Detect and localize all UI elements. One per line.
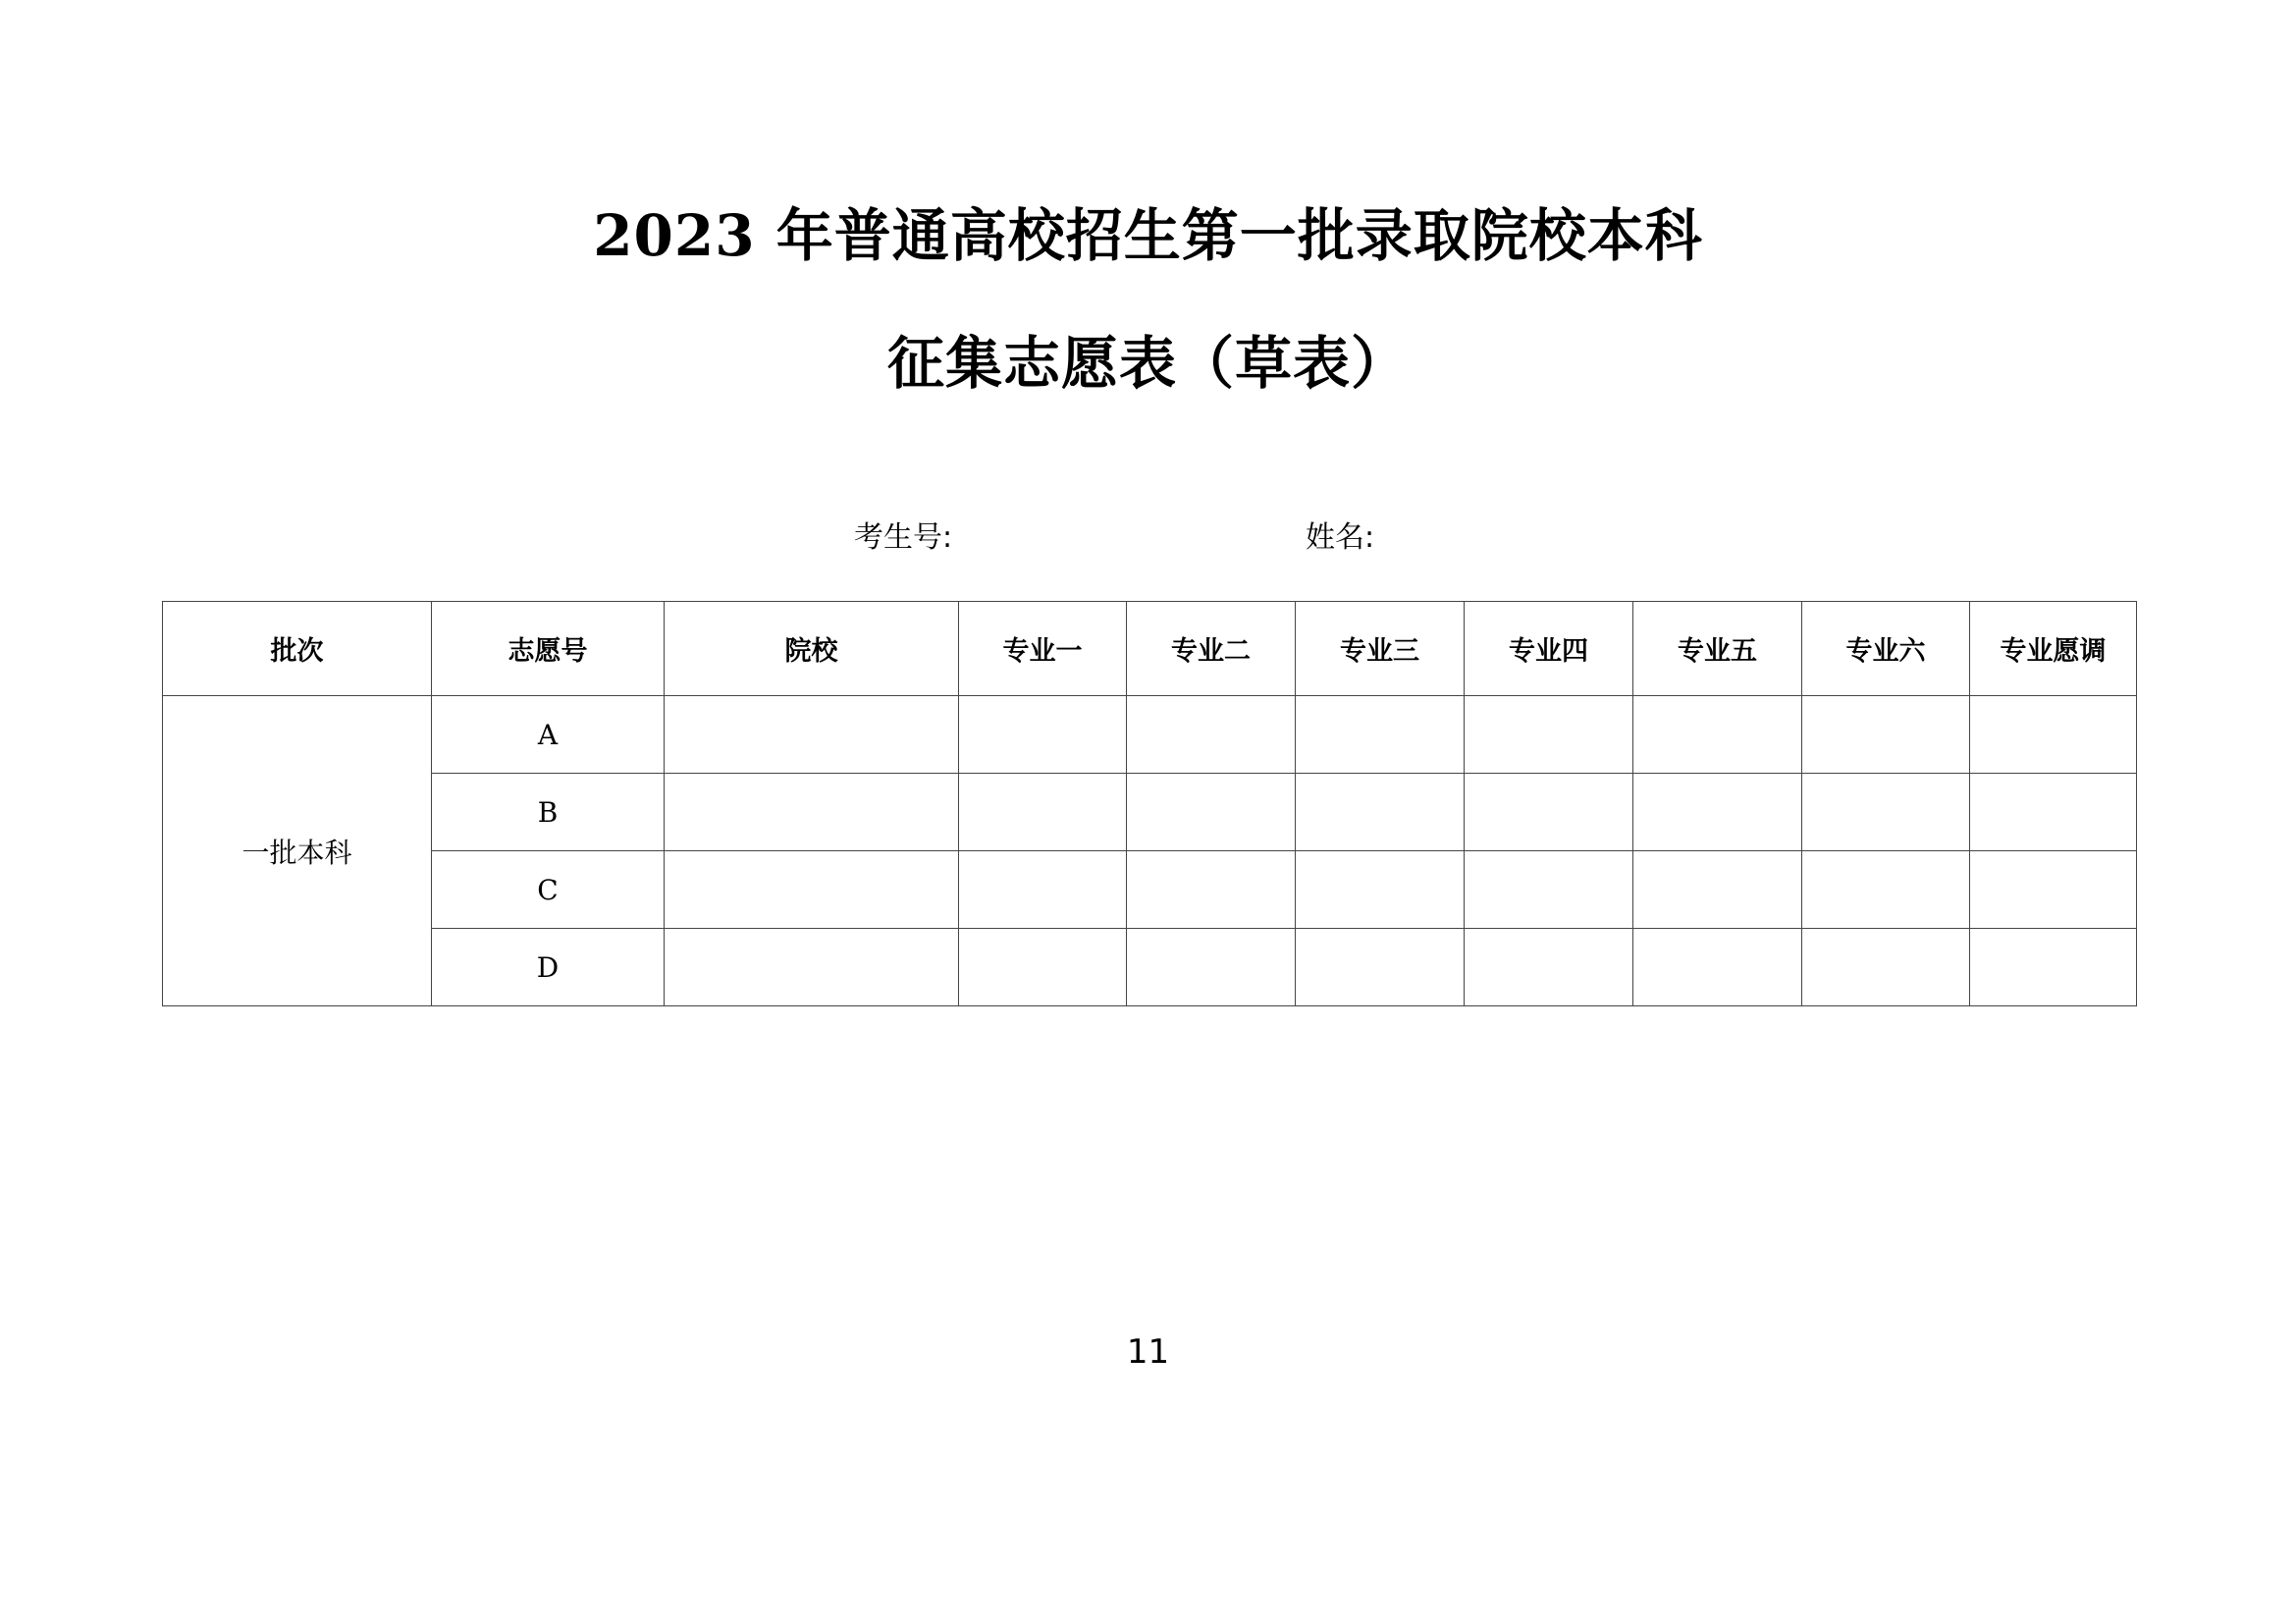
header-major-adjust: 专业愿调 [1970, 602, 2137, 696]
major-cell[interactable] [1127, 929, 1296, 1006]
school-cell[interactable] [665, 696, 959, 774]
header-batch: 批次 [163, 602, 432, 696]
major-cell[interactable] [1296, 696, 1465, 774]
major-cell[interactable] [1802, 929, 1970, 1006]
major-cell[interactable] [1127, 774, 1296, 851]
adjust-cell[interactable] [1970, 774, 2137, 851]
choice-code: B [432, 774, 665, 851]
header-major-6: 专业六 [1802, 602, 1970, 696]
header-choice-number: 志愿号 [432, 602, 665, 696]
exam-id-label: 考生号: [854, 520, 953, 555]
school-cell[interactable] [665, 774, 959, 851]
header-major-2: 专业二 [1127, 602, 1296, 696]
major-cell[interactable] [959, 774, 1127, 851]
table-row [163, 851, 2137, 929]
choice-code: C [432, 851, 665, 929]
major-cell[interactable] [1465, 696, 1633, 774]
major-cell[interactable] [1633, 851, 1802, 929]
application-table [162, 601, 2137, 1006]
header-major-3: 专业三 [1296, 602, 1465, 696]
table-row [163, 774, 2137, 851]
choice-code: A [432, 696, 665, 774]
table-header-row [163, 602, 2137, 696]
major-cell[interactable] [1127, 851, 1296, 929]
major-cell[interactable] [1465, 851, 1633, 929]
major-cell[interactable] [959, 696, 1127, 774]
page-number: 11 [1126, 1332, 1170, 1372]
major-cell[interactable] [1296, 774, 1465, 851]
school-cell[interactable] [665, 929, 959, 1006]
major-cell[interactable] [1465, 929, 1633, 1006]
page-subtitle: 征集志愿表（草表） [886, 330, 1409, 397]
name-label: 姓名: [1306, 520, 1375, 555]
adjust-cell[interactable] [1970, 851, 2137, 929]
choice-code: D [432, 929, 665, 1006]
major-cell[interactable] [1633, 774, 1802, 851]
table-row [163, 696, 2137, 774]
major-cell[interactable] [1802, 774, 1970, 851]
batch-cell: 一批本科 [163, 696, 432, 1006]
major-cell[interactable] [1465, 774, 1633, 851]
major-cell[interactable] [959, 851, 1127, 929]
major-cell[interactable] [1633, 696, 1802, 774]
page-title: 2023 年普通高校招生第一批录取院校本科 [593, 202, 1703, 269]
major-cell[interactable] [1802, 696, 1970, 774]
major-cell[interactable] [1127, 696, 1296, 774]
header-school: 院校 [665, 602, 959, 696]
adjust-cell[interactable] [1970, 696, 2137, 774]
major-cell[interactable] [1296, 851, 1465, 929]
major-cell[interactable] [1296, 929, 1465, 1006]
major-cell[interactable] [1633, 929, 1802, 1006]
header-major-4: 专业四 [1465, 602, 1633, 696]
header-major-1: 专业一 [959, 602, 1127, 696]
table-row [163, 929, 2137, 1006]
adjust-cell[interactable] [1970, 929, 2137, 1006]
header-major-5: 专业五 [1633, 602, 1802, 696]
major-cell[interactable] [1802, 851, 1970, 929]
major-cell[interactable] [959, 929, 1127, 1006]
school-cell[interactable] [665, 851, 959, 929]
